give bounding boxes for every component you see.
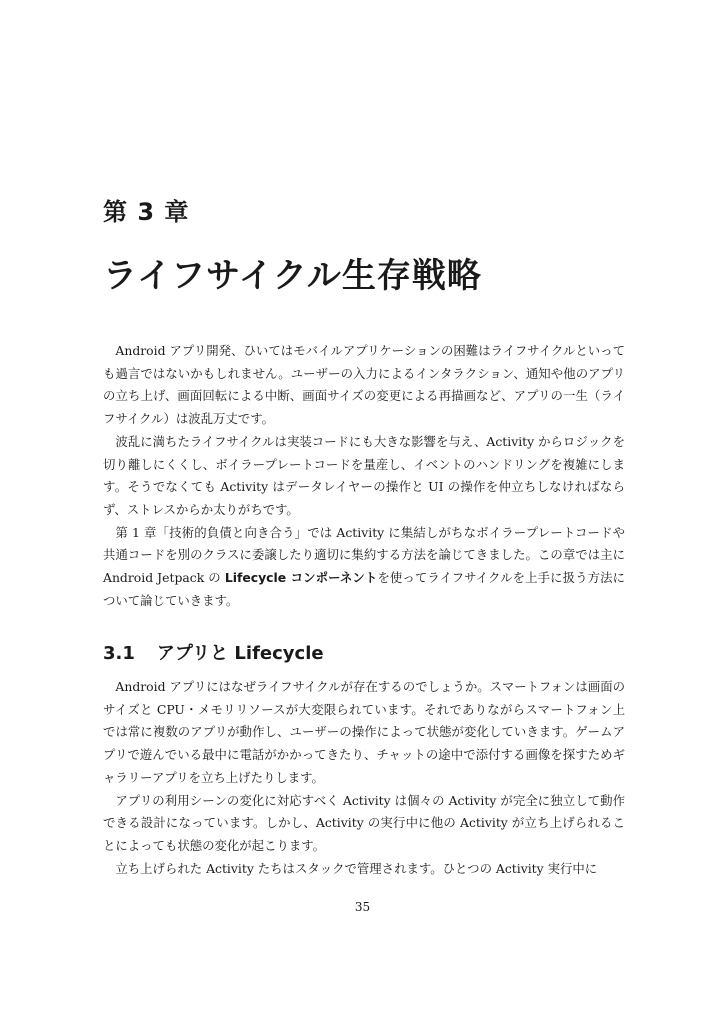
section-paragraph-1: Android アプリにはなぜライフサイクルが存在するのでしょうか。スマートフォンは画面のサイズと CPU・メモリリソースが大変限られています。それでありながらスマートフォン上では常に複数のアプリが動作し、ユーザーの操作によって状態が変化していきます。ゲームアプリで遊んでいる最中に電話がかかってきたり、チャットの途中で添付する画像を探すためギャラリーアプリを立ち上げたりします。 <box>103 679 625 785</box>
intro-paragraph-3 <box>103 522 625 613</box>
section-paragraph-2: アプリの利用シーンの変化に対応すべく Activity は個々の Activity が完全に独立して動作できる設計になっています。しかし、Activity の実行中に他の Activity が立ち上げられることによっても状態の変化が起こります。 <box>103 792 625 853</box>
chapter-number: 第 3 章 <box>103 198 190 226</box>
section-body <box>103 676 625 880</box>
section-number: 3.1 <box>103 643 135 664</box>
intro-paragraph-1: Android アプリ開発、ひいてはモバイルアプリケーションの困難はライフサイクルといっても過言ではないかもしれません。ユーザーの入力によるインタラクション、通知や他のアプリの立ち上げ、画面回転による中断、画面サイズの変更による再描画など、アプリの一生（ライフサイクル）は波乱万丈です。 <box>103 343 625 427</box>
lifecycle-component-emphasis: Lifecycle コンポーネント <box>224 570 378 586</box>
section-paragraph-3: 立ち上げられた Activity たちはスタックで管理されます。ひとつの Activity 実行中に <box>115 860 598 876</box>
chapter-title: ライフサイクル生存戦略 <box>103 256 482 296</box>
intro-paragraph-3-text-before: 第 1 章「技術的負債と向き合う」では Activity に集結しがちなボイラープレートコードや共通コードを別のクラスに委譲したり適切に集約する方法を論じてきました。この章では主に Android Jetpack の <box>103 524 625 586</box>
section-title: アプリと Lifecycle <box>156 643 324 664</box>
page-number: 35 <box>354 900 371 914</box>
chapter-intro <box>103 340 625 612</box>
intro-paragraph-2: 波乱に満ちたライフサイクルは実装コードにも大きな影響を与え、Activity からロジックを切り離しにくくし、ボイラープレートコードを量産し、イベントのハンドリングを複雑にします。そうでなくても Activity はデータレイヤーの操作と UI の操作を仲立ちしなければならず、ストレスからか太りがちです。 <box>103 433 625 517</box>
intro-paragraph-3-text-after: を使ってライフサイクルを上手に扱う方法について論じていきます。 <box>103 570 625 608</box>
section-heading <box>103 640 324 668</box>
